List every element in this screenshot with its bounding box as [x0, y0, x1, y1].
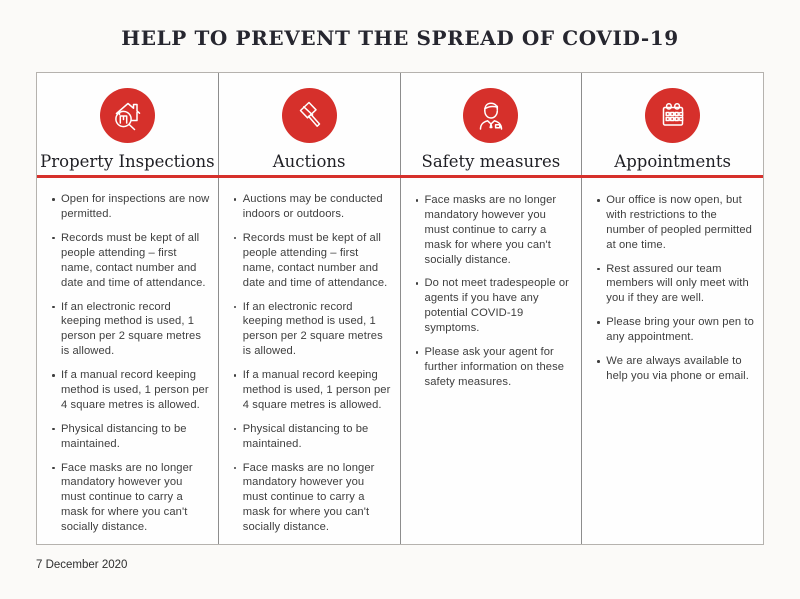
gavel-icon — [282, 88, 337, 143]
agent-person-icon — [463, 88, 518, 143]
page-title: HELP TO PREVENT THE SPREAD OF COVID-19 — [121, 26, 679, 50]
column-title: Property Inspections — [40, 152, 215, 171]
bullet-list — [37, 175, 218, 544]
bullet-item: Physical distancing to be maintained. — [51, 422, 210, 452]
bullet-item: Our office is now open, but with restrictions to the number of peopled permitted at one time. — [596, 193, 755, 253]
bullet-item: Please bring your own pen to any appointment. — [596, 315, 755, 345]
columns — [37, 73, 763, 544]
column-header — [219, 73, 400, 175]
bullet-item: Face masks are no longer mandatory however you must continue to carry a mask for where you can't socially distance. — [415, 193, 574, 267]
bullet-item: We are always available to help you via phone or email. — [596, 354, 755, 384]
bullet-list — [582, 176, 763, 393]
info-column — [581, 73, 763, 544]
header-rule — [37, 175, 763, 178]
info-table — [36, 72, 764, 545]
bullet-list — [401, 176, 582, 399]
bullet-item: If a manual record keeping method is used, 1 person per 4 square metres is allowed. — [233, 368, 392, 413]
house-magnifier-icon — [100, 88, 155, 143]
bullet-item: Records must be kept of all people attending – first name, contact number and date and time of attendance. — [233, 231, 392, 291]
bullet-item: Rest assured our team members will only meet with you if they are well. — [596, 262, 755, 307]
column-header — [582, 73, 763, 176]
column-title: Appointments — [614, 152, 731, 171]
bullet-item: Face masks are no longer mandatory however you must continue to carry a mask for where you can't socially distance. — [233, 461, 392, 535]
bullet-item: Records must be kept of all people attending – first name, contact number and date and time of attendance. — [51, 231, 210, 291]
bullet-item: Please ask your agent for further information on these safety measures. — [415, 345, 574, 390]
info-column — [37, 73, 218, 544]
bullet-item: Face masks are no longer mandatory however you must continue to carry a mask for where you can't socially distance. — [51, 461, 210, 535]
bullet-item: Auctions may be conducted indoors or outdoors. — [233, 192, 392, 222]
info-column — [400, 73, 582, 544]
bullet-item: If a manual record keeping method is used, 1 person per 4 square metres is allowed. — [51, 368, 210, 413]
bullet-item: Do not meet tradespeople or agents if you have any potential COVID-19 symptoms. — [415, 276, 574, 336]
bullet-item: If an electronic record keeping method is used, 1 person per 2 square metres is allowed. — [233, 300, 392, 360]
calendar-icon — [645, 88, 700, 143]
bullet-item: If an electronic record keeping method is used, 1 person per 2 square metres is allowed. — [51, 300, 210, 360]
bullet-list — [219, 175, 400, 544]
info-column — [218, 73, 400, 544]
footer-date: 7 December 2020 — [36, 559, 128, 571]
column-title: Auctions — [272, 152, 346, 171]
column-title: Safety measures — [421, 152, 561, 171]
bullet-item: Physical distancing to be maintained. — [233, 422, 392, 452]
bullet-item: Open for inspections are now permitted. — [51, 192, 210, 222]
column-header — [37, 73, 218, 175]
column-header — [401, 73, 582, 176]
